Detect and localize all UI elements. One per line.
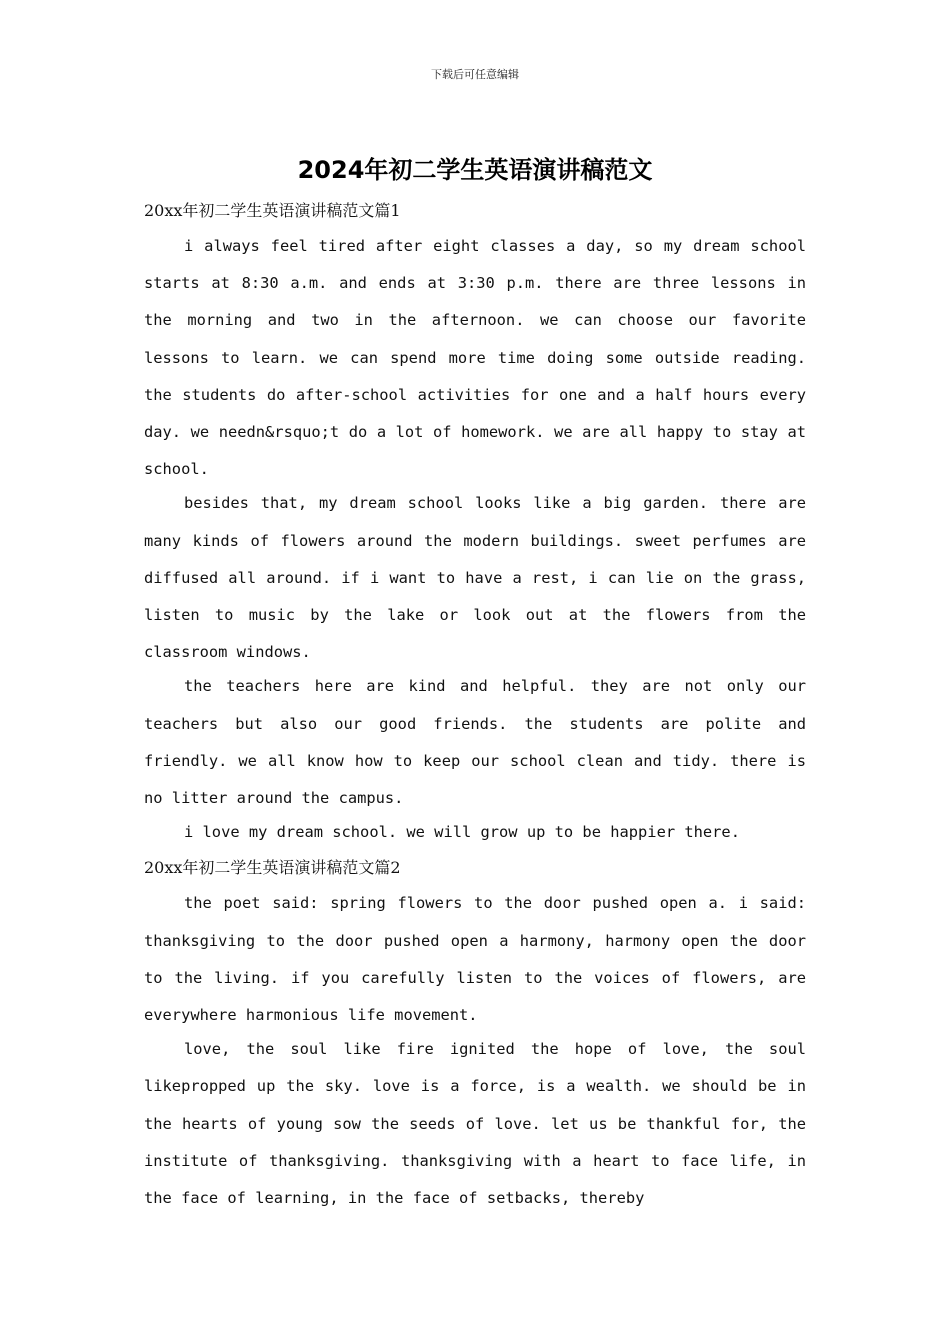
- paragraph: i always feel tired after eight classes a day, so my dream school starts at 8:30 a.m. and ends at 3:30 p.m. there are three lessons in the morning and two in the afternoon. we can choose our favorite lessons to learn. we can spend more time doing some outside reading. the students do after-school activities for one and a half hours every day. we needn&rsquo;t do a lot of homework. we are all happy to stay at school.: [144, 237, 806, 479]
- section-1: [144, 198, 806, 851]
- paragraph: the teachers here are kind and helpful. they are not only our teachers but also our good friends. the students are polite and friendly. we all know how to keep our school clean and tidy. there is no litter around the campus.: [144, 677, 806, 808]
- paragraph: the poet said: spring flowers to the door pushed open a. i said: thanksgiving to the door pushed open a harmony, harmony open the door to the living. if you carefully listen to the voices of flowers, are everywhere harmonious life movement.: [144, 894, 806, 1025]
- section-2: [144, 855, 806, 1217]
- paragraph: besides that, my dream school looks like a big garden. there are many kinds of flowers around the modern buildings. sweet perfumes are diffused all around. if i want to have a rest, i can lie on the grass, listen to music by the lake or look out at the flowers from the classroom windows.: [144, 494, 806, 662]
- document-body: [144, 198, 806, 1214]
- paragraph: i love my dream school. we will grow up to be happier there.: [184, 823, 740, 842]
- header-note: 下载后可任意编辑: [431, 68, 519, 81]
- section-heading: 20xx年初二学生英语演讲稿范文篇2: [144, 858, 401, 878]
- document-title: 2024年初二学生英语演讲稿范文: [297, 156, 653, 184]
- section-heading: 20xx年初二学生英语演讲稿范文篇1: [144, 201, 401, 220]
- paragraph: love, the soul like fire ignited the hope of love, the soul likepropped up the sky. love is a force, is a wealth. we should be in the hearts of young sow the seeds of love. let us be thankful for, the institute of thanksgiving. thanksgiving with a heart to face life, in the face of learning, in the face of setbacks, thereby: [144, 1040, 806, 1208]
